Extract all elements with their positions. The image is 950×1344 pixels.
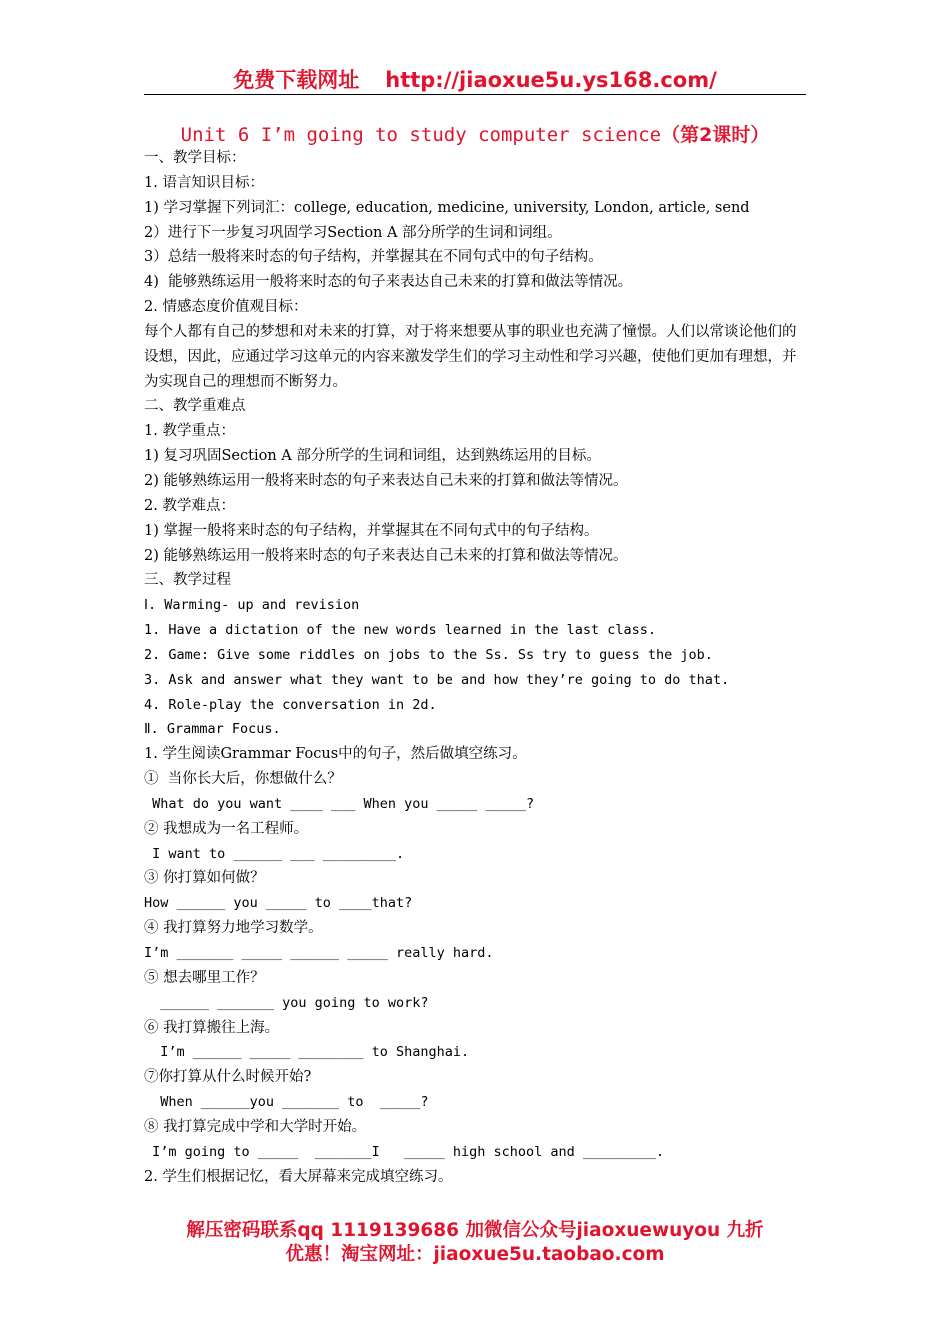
header-divider (144, 94, 806, 95)
exercise-prompt: ⑦你打算从什么时候开始? (144, 1069, 312, 1086)
text-line: 1. 学生阅读Grammar Focus中的句子，然后做填空练习。 (144, 746, 527, 763)
vocab-line: 1) 学习掌握下列词汇：college, education, medicine, university, London, article, send (144, 199, 750, 216)
text-line: 4) 能够熟练运用一般将来时态的句子来表达自己未来的打算和做法等情况。 (144, 274, 633, 291)
text-line: 1) 掌握一般将来时态的句子结构，并掌握其在不同句式中的句子结构。 (144, 522, 599, 539)
paragraph: 每个人都有自己的梦想和对未来的打算，对于将来想要从事的职业也充满了憧憬。人们以常谈论他们的设想，因此，应通过学习这单元的内容来激发学生们的学习主动性和学习兴趣，使他们更加有理想，并为实现自己的理想而不断努力。 (144, 323, 797, 390)
section-heading: 一、教学目标： (144, 150, 246, 166)
section-heading: 二、教学重难点 (144, 398, 246, 415)
english-line: 1. Have a dictation of the new words learned in the last class. (144, 622, 657, 639)
step-heading: Ⅰ. Warming- up and revision (144, 597, 360, 614)
title-lesson: （第2课时） (661, 124, 770, 146)
exercise-blank: What do you want ____ ___ When you _____ _____? (144, 795, 535, 812)
text-line: 2) 能够熟练运用一般将来时态的句子来表达自己未来的打算和做法等情况。 (144, 472, 628, 489)
section-heading: 三、教学过程 (144, 572, 231, 589)
exercise-prompt: ⑥ 我打算搬往上海。 (144, 1019, 280, 1036)
text-line: 3）总结一般将来时态的句子结构，并掌握其在不同句式中的句子结构。 (144, 249, 603, 266)
document-body (144, 146, 808, 1189)
subheading: 2. 教学难点： (144, 497, 235, 514)
exercise-blank: I’m ______ _____ ________ to Shanghai. (144, 1044, 470, 1061)
footer-contact: 解压密码联系qq 1119139686 加微信公众号jiaoxuewuyou 九折 (186, 1220, 764, 1241)
subheading: 1. 语言知识目标： (144, 174, 264, 191)
page-footer (0, 1219, 950, 1267)
footer-shop-link[interactable]: 优惠！淘宝网址：jiaoxue5u.taobao.com (285, 1244, 665, 1265)
text-line: 1) 复习巩固Section A 部分所学的生词和词组，达到熟练运用的目标。 (144, 448, 601, 465)
exercise-blank: When ______you _______ to _____? (144, 1094, 429, 1111)
exercise-blank: ______ _______ you going to work? (144, 994, 429, 1011)
exercise-prompt: ⑤ 想去哪里工作？ (144, 969, 265, 986)
document-title (0, 120, 950, 147)
exercise-prompt: ③ 你打算如何做？ (144, 870, 265, 887)
header-label: 免费下载网址 (233, 68, 360, 92)
text-line: 2）进行下一步复习巩固学习Section A 部分所学的生词和词组。 (144, 224, 562, 241)
english-line: 2. Game: Give some riddles on jobs to the Ss. Ss try to guess the job. (144, 646, 713, 663)
subheading: 2. 情感态度价值观目标： (144, 299, 308, 316)
exercise-blank: I’m going to _____ _______I _____ high school and _________. (144, 1143, 665, 1160)
exercise-blank: How ______ you _____ to ____that? (144, 895, 413, 912)
title-english: Unit 6 I’m going to study computer science (180, 124, 662, 146)
subheading: 1. 教学重点： (144, 423, 235, 440)
exercise-prompt: ⑧ 我打算完成中学和大学时开始。 (144, 1118, 367, 1135)
exercise-prompt: ④ 我打算努力地学习数学。 (144, 920, 323, 937)
exercise-blank: I want to ______ ___ _________. (144, 845, 405, 862)
exercise-prompt: ① 当你长大后，你想做什么？ (144, 771, 342, 788)
page-header (0, 64, 950, 94)
header-url[interactable]: http://jiaoxue5u.ys168.com/ (385, 68, 717, 92)
text-line: 2. 学生们根据记忆，看大屏幕来完成填空练习。 (144, 1168, 453, 1185)
english-line: 3. Ask and answer what they want to be and how they’re going to do that. (144, 671, 730, 688)
text-line: 2) 能够熟练运用一般将来时态的句子来表达自己未来的打算和做法等情况。 (144, 547, 628, 564)
step-heading: Ⅱ. Grammar Focus. (144, 721, 281, 738)
exercise-prompt: ② 我想成为一名工程师。 (144, 820, 309, 837)
english-line: 4. Role-play the conversation in 2d. (144, 696, 437, 713)
exercise-blank: I’m _______ _____ ______ _____ really hard. (144, 945, 494, 961)
